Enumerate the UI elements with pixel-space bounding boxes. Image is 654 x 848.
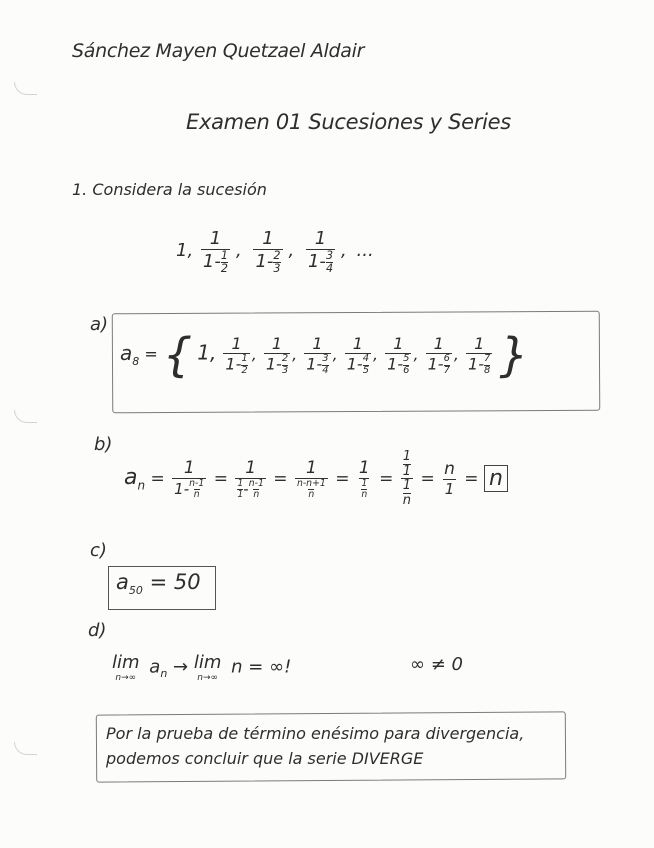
sequence-first-term: 1, xyxy=(176,240,194,262)
conclusion-line-1: Por la prueba de término enésimo para divergencia, xyxy=(106,724,525,743)
step-5: $\frac{\frac{1}{1}}{\frac{1}{n}}$ xyxy=(402,449,412,508)
close-brace: } xyxy=(499,328,529,382)
part-a-answer: $a_8$ = { 1, 1 1- $\frac{1}{2}$ , 1 1- $\frac{2}{3}$ , 1 1- $\frac{3}{4}$ , 1 1- $\frac{4}{5}$ , 1 1- $\frac{5}{6}$ , 1 1- $\frac{6}{7}$ , 1 1- $\frac{7}{8}$ } xyxy=(120,328,529,382)
result-box: n xyxy=(484,465,508,492)
student-name: Sánchez Mayen Quetzael Aldair xyxy=(72,40,365,62)
problem-number: 1. xyxy=(72,180,88,199)
an-symbol: $a_n$ xyxy=(124,464,146,493)
paper-hole-mark xyxy=(14,410,37,423)
set-term: 1 1- $\frac{2}{3}$ xyxy=(265,334,289,376)
step-3: $\frac{1}{\frac{n-n+1}{n}}$ xyxy=(296,458,326,500)
part-d-label: d) xyxy=(88,620,107,641)
sequence-term: 1 1- $\frac{1}{2}$ xyxy=(202,228,228,275)
part-c-label: c) xyxy=(90,540,107,561)
conclusion-text xyxy=(106,721,566,771)
open-brace: { xyxy=(162,328,193,382)
set-term: 1 1- $\frac{4}{5}$ xyxy=(346,334,369,376)
step-4: $\frac{1}{\frac{1}{n}}$ xyxy=(358,458,370,500)
equals-sign: = xyxy=(144,344,158,364)
given-sequence: 1, 1 1- $\frac{1}{2}$ , 1 1- $\frac{2}{3}$ , 1 1- $\frac{3}{4}$ , ... xyxy=(176,228,374,275)
sequence-ellipsis: ... xyxy=(356,240,374,262)
paper-hole-mark xyxy=(14,82,37,95)
problem-statement xyxy=(72,180,267,199)
set-first-term: 1, xyxy=(197,340,217,365)
set-term: 1 1- $\frac{5}{6}$ xyxy=(387,334,410,376)
step-2: 1 $\frac{1}{1}$ - $\frac{n-1}{n}$ xyxy=(237,458,264,500)
set-term: 1 1- $\frac{6}{7}$ xyxy=(427,334,450,376)
exam-title: Examen 01 Sucesiones y Series xyxy=(186,110,511,134)
limit-result: n = ∞! xyxy=(231,656,292,678)
a8-symbol: $a_8$ xyxy=(120,340,140,368)
problem-prompt: Considera la sucesión xyxy=(92,180,267,199)
set-term: 1 1- $\frac{1}{2}$ xyxy=(225,334,248,376)
part-b-derivation: $a_n$ = 1 1- $\frac{n-1}{n}$ = 1 $\frac{1}{1}$ - $\frac{n-1}{n}$ = $\frac{1}{\frac{n-n+1}{n}}$ = $\frac{1}{\frac{1}{n}}$ = $\frac{\frac{1}{1}}{\frac{1}{n}}$ = $\frac{n}{1}$ = n xyxy=(124,450,508,508)
infinity-not-zero: ∞ ≠ 0 xyxy=(410,654,463,675)
limit-expression: lim n→∞ $a_n$ → lim n→∞ n = ∞! xyxy=(112,652,292,683)
conclusion-line-2: podemos concluir que la serie DIVERGE xyxy=(106,749,424,768)
set-term: 1 1- $\frac{7}{8}$ xyxy=(468,334,491,376)
limit-2: lim n→∞ xyxy=(193,652,222,683)
set-term: 1 1- $\frac{3}{4}$ xyxy=(306,334,329,376)
step-1: 1 1- $\frac{n-1}{n}$ xyxy=(174,458,205,500)
sequence-term: 1 1- $\frac{2}{3}$ xyxy=(255,228,281,275)
part-c-answer: $a_{50} = 50$ xyxy=(116,570,201,598)
part-a-label: a) xyxy=(90,314,109,335)
part-b-label: b) xyxy=(94,434,113,455)
step-6: $\frac{n}{1}$ xyxy=(444,459,455,499)
paper-hole-mark xyxy=(14,742,37,755)
limit-1: lim n→∞ xyxy=(112,652,140,683)
arrow: → xyxy=(173,656,189,678)
sequence-term: 1 1- $\frac{3}{4}$ xyxy=(307,228,334,275)
